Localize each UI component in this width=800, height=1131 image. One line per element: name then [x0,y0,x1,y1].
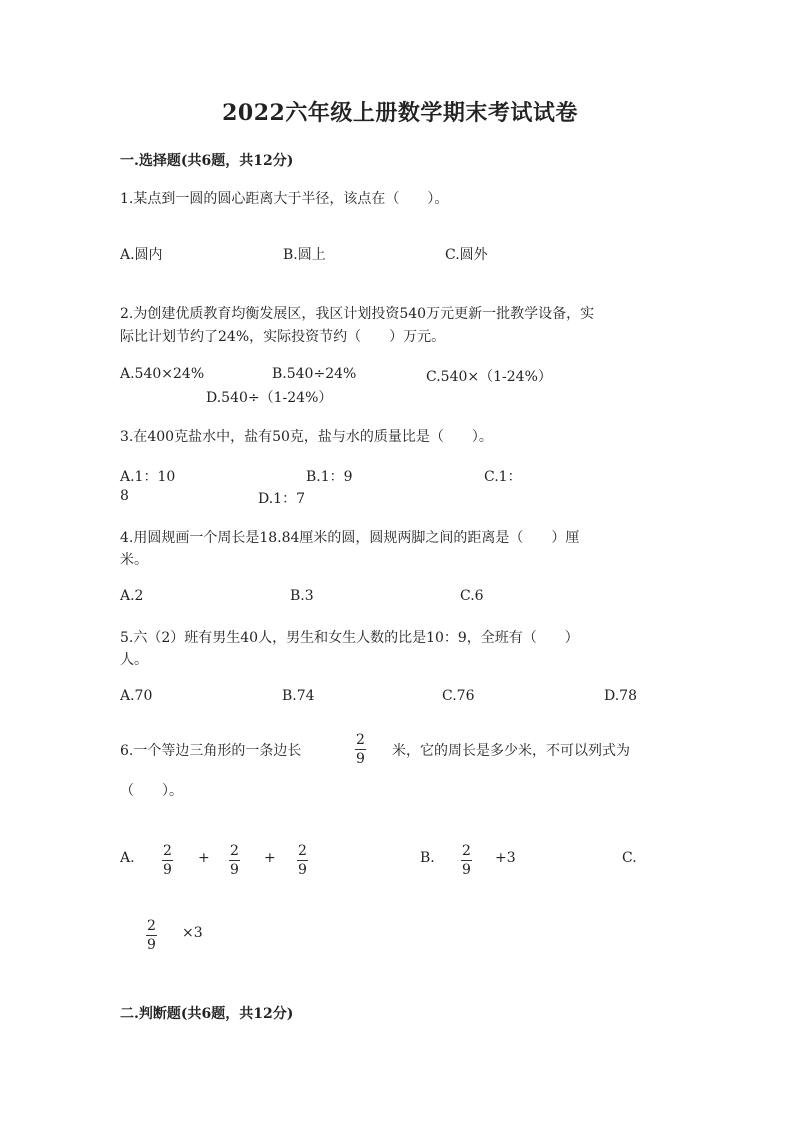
fraction-numerator: 2 [298,843,307,859]
question-5-line-2: 人。 [120,652,148,668]
question-1-text: 1.某点到一圆的圆心距离大于半径，该点在（ ）。 [120,191,449,207]
q4-option-c: C.6 [460,588,484,604]
question-4-line-2: 米。 [120,552,148,568]
q2-option-d: D.540÷（1-24%） [206,390,333,406]
question-5-line-1: 5.六（2）班有男生40人，男生和女生人数的比是10：9，全班有（ ） [120,630,579,646]
fraction-denominator: 9 [230,862,239,878]
page-title: 2022六年级上册数学期末考试试卷 [222,100,578,126]
q6-option-c-label: C. [622,850,637,866]
fraction-bar [461,860,472,861]
fraction-numerator: 2 [356,732,365,748]
plus-sign: + [198,850,210,866]
section-heading-choice: 一.选择题(共6题，共12分) [120,153,294,169]
q5-option-d: D.78 [604,688,637,704]
q1-option-b: B.圆上 [283,247,326,263]
fraction-denominator: 9 [163,862,172,878]
q1-option-c: C.圆外 [445,247,488,263]
plus-three: +3 [495,850,516,866]
q6-fraction [355,732,366,767]
fraction-bar [162,860,173,861]
fraction-numerator: 2 [163,843,172,859]
q2-option-a: A.540×24% [120,366,205,382]
q5-option-b: B.74 [282,688,315,704]
fraction-denominator: 9 [356,751,365,767]
q5-option-c: C.76 [442,688,475,704]
q6-option-b-label: B. [420,850,435,866]
q3-option-b: B.1：9 [306,469,353,485]
q1-option-a: A.圆内 [120,247,163,263]
fraction-denominator: 9 [298,862,307,878]
question-6-text-after: 米，它的周长是多少米，不可以列式为 [392,743,630,759]
fraction-bar [146,935,157,936]
q4-option-a: A.2 [120,588,144,604]
fraction-numerator: 2 [147,918,156,934]
fraction-denominator: 9 [147,937,156,953]
question-6-text-before: 6.一个等边三角形的一条边长 [120,743,302,759]
question-2-line-2: 际比计划节约了24%，实际投资节约（ ）万元。 [120,329,446,345]
section-heading-judgement: 二.判断题(共6题，共12分) [120,1006,294,1022]
q3-option-c-continued: 8 [120,488,129,504]
fraction-denominator: 9 [462,862,471,878]
q3-option-a: A.1：10 [120,469,176,485]
q5-option-a: A.70 [120,688,153,704]
q4-option-b: B.3 [290,588,314,604]
q2-option-c: C.540×（1-24%） [426,369,552,385]
fraction-numerator: 2 [462,843,471,859]
fraction-numerator: 2 [230,843,239,859]
plus-sign: + [264,850,276,866]
question-6-line-2: （ ）。 [120,783,183,799]
fraction-bar [355,749,366,750]
q6-option-a-fraction-3 [297,843,308,878]
times-three: ×3 [182,925,203,941]
q6-option-c-fraction [146,918,157,953]
q6-option-b-fraction [461,843,472,878]
q6-option-a-fraction-2 [229,843,240,878]
q2-option-b: B.540÷24% [272,366,357,382]
question-4-line-1: 4.用圆规画一个周长是18.84厘米的圆，圆规两脚之间的距离是（ ）厘 [120,530,580,546]
question-3-text: 3.在400克盐水中，盐有50克，盐与水的质量比是（ ）。 [120,429,493,445]
q3-option-d: D.1：7 [258,491,305,507]
q6-option-a-label: A. [120,850,135,866]
q3-option-c: C.1： [484,469,522,485]
fraction-bar [297,860,308,861]
q6-option-a-fraction-1 [162,843,173,878]
fraction-bar [229,860,240,861]
question-2-line-1: 2.为创建优质教育均衡发展区，我区计划投资540万元更新一批教学设备，实 [120,306,595,322]
